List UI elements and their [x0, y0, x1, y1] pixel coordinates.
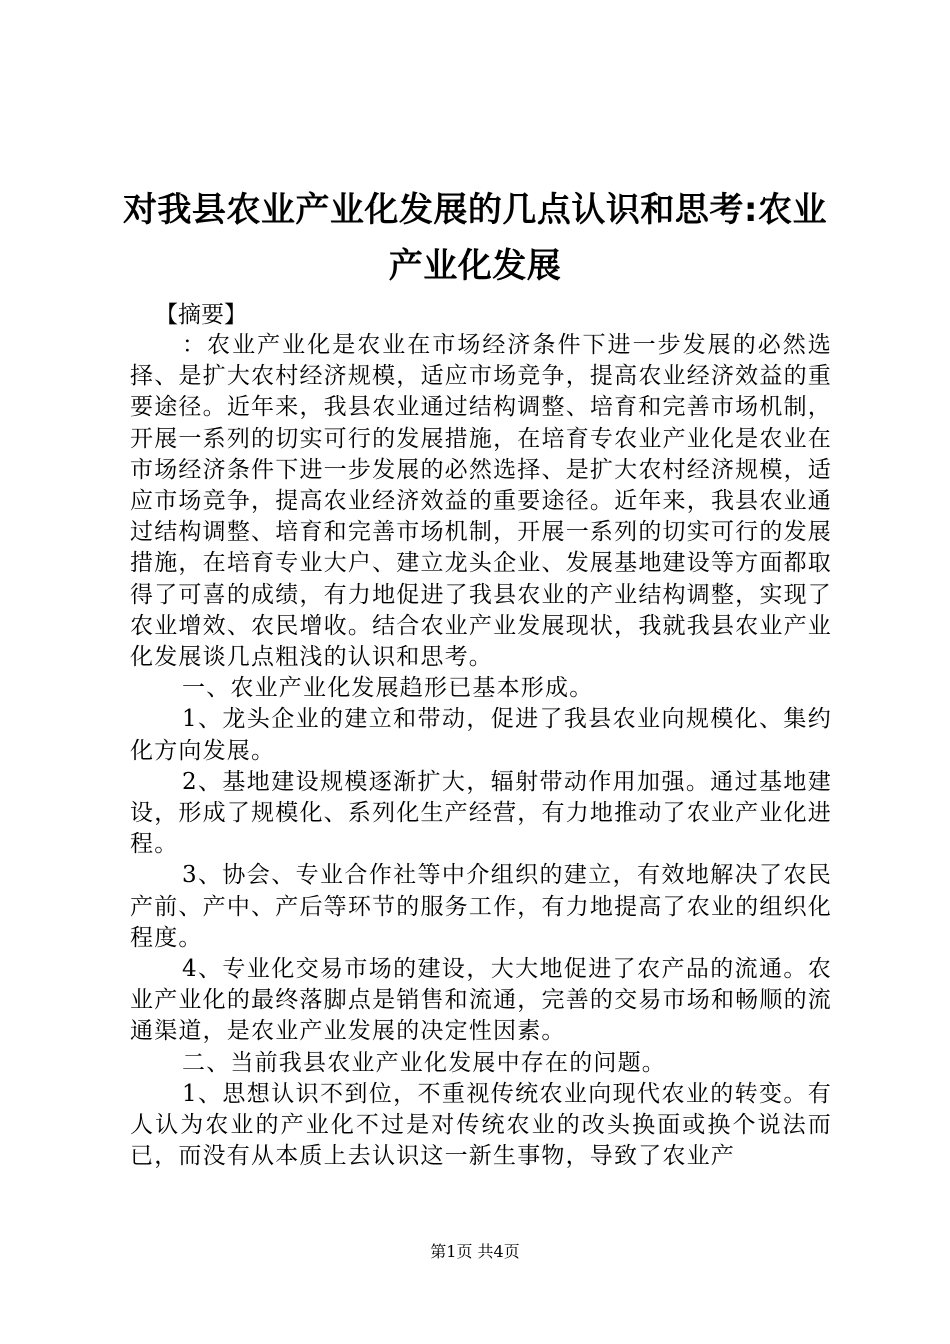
- section-heading-1: 一、农业产业化发展趋形已基本形成。: [182, 675, 594, 702]
- body-paragraph: 1、龙头企业的建立和带动，促进了我县农业向规模化、集约化方向发展。: [130, 706, 832, 764]
- body-paragraph: 1、思想认识不到位，不重视传统农业向现代农业的转变。有人认为农业的产业化不过是对传统农业的改头换面或换个说法而已，而没有从本质上去认识这一新生事物，导致了农业产: [130, 1080, 832, 1170]
- abstract-label: 【摘要】: [155, 302, 247, 328]
- page-number-footer: 第1页 共4页: [430, 1242, 520, 1261]
- body-paragraph: 4、专业化交易市场的建设，大大地促进了农产品的流通。农业产业化的最终落脚点是销售和流通，完善的交易市场和畅顺的流通渠道，是农业产业发展的决定性因素。: [130, 956, 832, 1045]
- body-paragraph: 3、协会、专业合作社等中介组织的建立，有效地解决了农民产前、产中、产后等环节的服务工作，有力地提高了农业的组织化程度。: [130, 862, 832, 951]
- section-heading-2: 二、当前我县农业产业化发展中存在的问题。: [182, 1049, 666, 1076]
- document-title: 对我县农业产业化发展的几点认识和思考:农业产业化发展: [122, 190, 828, 286]
- body-paragraph: 2、基地建设规模逐渐扩大，辐射带动作用加强。通过基地建设，形成了规模化、系列化生产经营，有力地推动了农业产业化进程。: [130, 768, 832, 858]
- abstract-paragraph: ：农业产业化是农业在市场经济条件下进一步发展的必然选择、是扩大农村经济规模，适应市场竞争，提高农业经济效益的重要途径。近年来，我县农业通过结构调整、培育和完善市场机制，开展一系列的切实可行的发展措施，在培育专农业产业化是农业在市场经济条件下进一步发展的必然选择、是扩大农村经济规模，适应市场竞争，提高农业经济效益的重要途径。近年来，我县农业通过结构调整、培育和完善市场机制，开展一系列的切实可行的发展措施，在培育专业大户、建立龙头企业、发展基地建设等方面都取得了可喜的成绩，有力地促进了我县农业的产业结构调整，实现了农业增效、农民增收。结合农业产业发展现状，我就我县农业产业化发展谈几点粗浅的认识和思考。: [130, 332, 832, 671]
- document-body: [130, 330, 832, 1172]
